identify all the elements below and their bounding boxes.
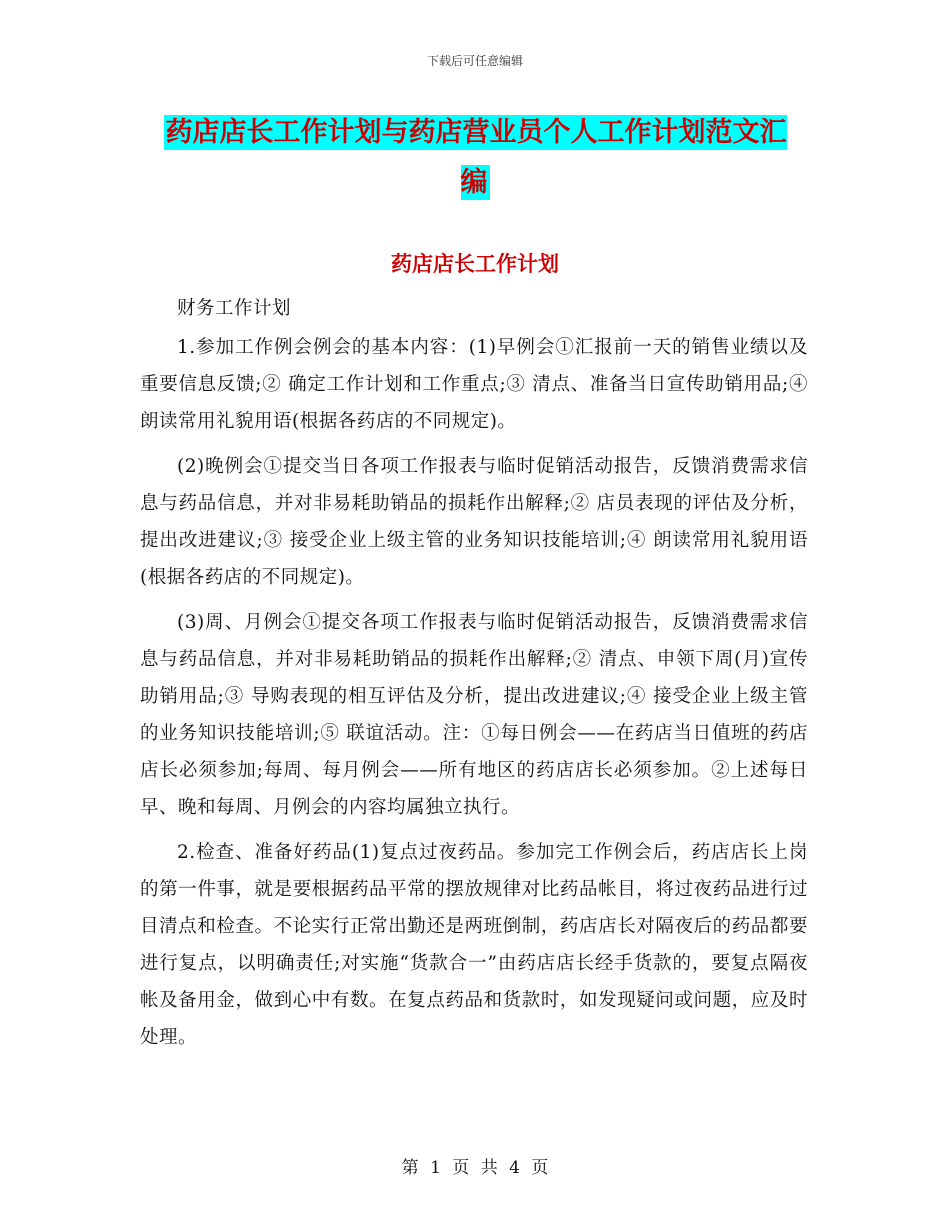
paragraph-1: 1.参加工作例会例会的基本内容：(1)早例会①汇报前一天的销售业绩以及重要信息反馈;② 确定工作计划和工作重点;③ 清点、准备当日宣传助销用品;④ 朗读常用礼貌用语(根据各药店的不同规定)。	[140, 337, 808, 432]
paragraph-3: (3)周、月例会①提交各项工作报表与临时促销活动报告，反馈消费需求信息与药品信息，并对非易耗助销品的损耗作出解释;② 清点、申领下周(月)宣传助销用品;③ 导购表现的相互评估及分析，提出改进建议;④ 接受企业上级主管的业务知识技能培训;⑤ 联谊活动。注：①每日例会——在药店当日值班的药店店长必须参加;每周、每月例会——所有地区的药店店长必须参加。②上述每日早、晚和每周、月例会的内容均属独立执行。	[140, 612, 808, 818]
paragraph-4: 2.检查、准备好药品(1)复点过夜药品。参加完工作例会后，药店店长上岗的第一件事，就是要根据药品平常的摆放规律对比药品帐目，将过夜药品进行过目清点和检查。不论实行正常出勤还是两班倒制，药店店长对隔夜后的药品都要进行复点，以明确责任;对实施“货款合一”由药店店长经手货款的，要复点隔夜帐及备用金，做到心中有数。在复点药品和货款时，如发现疑问或问题，应及时处理。	[140, 842, 808, 1048]
page-header-note: 下载后可任意编辑	[426, 54, 523, 68]
paragraph-2: (2)晚例会①提交当日各项工作报表与临时促销活动报告，反馈消费需求信息与药品信息，并对非易耗助销品的损耗作出解释;② 店员表现的评估及分析，提出改进建议;③ 接受企业上级主管的业务知识技能培训;④ 朗读常用礼貌用语(根据各药店的不同规定)。	[140, 456, 808, 588]
section-title: 药店店长工作计划	[391, 251, 559, 276]
document-title	[150, 108, 800, 208]
page-number: 第 1 页 共 4 页	[401, 1158, 549, 1178]
document-body	[140, 290, 808, 1064]
subhead: 财务工作计划	[177, 298, 292, 319]
document-title-text: 药店店长工作计划与药店营业员个人工作计划范文汇编	[165, 117, 787, 198]
